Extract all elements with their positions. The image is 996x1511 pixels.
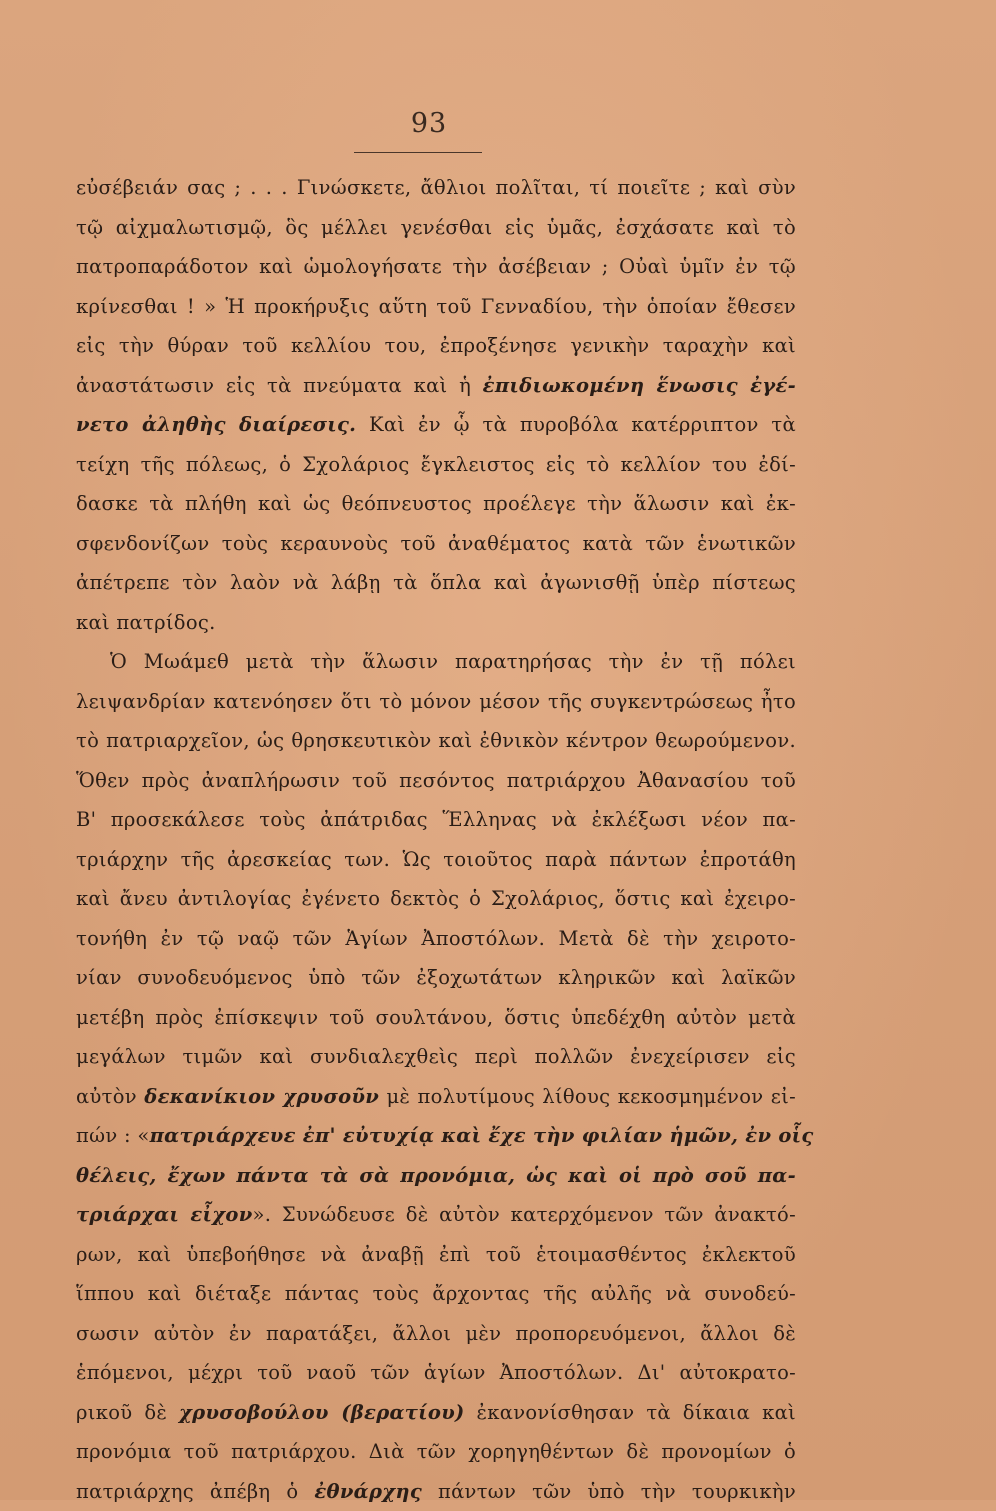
text-segment: ρικοῦ δὲ	[76, 1401, 179, 1424]
text-line	[76, 208, 796, 248]
emphasized-text: νετο ἀληθὴς διαίρεσις.	[76, 413, 356, 436]
text-line	[76, 761, 796, 801]
text-line	[76, 1353, 796, 1393]
text-segment: λειψανδρίαν κατενόησεν ὅτι τὸ μόνον μέσον τῆς συγκεντρώσεως ἦτο	[76, 690, 796, 713]
text-line	[76, 326, 796, 366]
text-segment: πάντων τῶν ὑπὸ τὴν τουρκικὴν	[422, 1480, 796, 1503]
text-segment: προνόμια τοῦ πατριάρχου. Διὰ τῶν χορηγηθέντων δὲ προνομίων ὁ	[76, 1440, 796, 1463]
text-segment: Καὶ ἐν ᾧ τὰ πυροβόλα κατέρριπτον τὰ	[356, 413, 796, 436]
text-segment: σωσιν αὐτὸν ἐν παρατάξει, ἄλλοι μὲν προπορευόμενοι, ἄλλοι δὲ	[76, 1322, 796, 1345]
emphasized-text: δεκανίκιον χρυσοῦν	[144, 1085, 379, 1108]
text-segment: μεγάλων τιμῶν καὶ συνδιαλεχθεὶς περὶ πολλῶν ἐνεχείρισεν εἰς	[76, 1045, 796, 1068]
text-segment: Ὁ Μωάμεθ μετὰ τὴν ἅλωσιν παρατηρήσας τὴν ἐν τῇ πόλει	[110, 650, 796, 673]
text-line	[76, 287, 796, 327]
text-line	[76, 168, 796, 208]
text-segment: κρίνεσθαι ! » Ἡ προκήρυξις αὕτη τοῦ Γενναδίου, τὴν ὁποίαν ἔθεσεν	[76, 295, 796, 318]
text-segment: ἀναστάτωσιν εἰς τὰ πνεύματα καὶ ἡ	[76, 374, 483, 397]
text-segment: ἵππου καὶ διέταξε πάντας τοὺς ἄρχοντας τῆς αὐλῆς νὰ συνοδεύ-	[76, 1282, 796, 1305]
text-line	[76, 919, 796, 959]
text-line	[76, 405, 796, 445]
text-segment: μὲ πολυτίμους λίθους κεκοσμημένον εἰ-	[379, 1085, 796, 1108]
text-line	[76, 1195, 796, 1235]
text-segment: τείχη τῆς πόλεως, ὁ Σχολάριος ἔγκλειστος εἰς τὸ κελλίον του ἐδί-	[76, 453, 796, 476]
text-line	[76, 879, 796, 919]
text-line	[76, 445, 796, 485]
text-line	[76, 1116, 796, 1156]
text-line	[76, 524, 796, 564]
text-line	[76, 958, 796, 998]
emphasized-text: ἐπιδιωκομένη ἕνωσις ἐγέ-	[483, 374, 796, 397]
text-segment: μετέβη πρὸς ἐπίσκεψιν τοῦ σουλτάνου, ὅστις ὑπεδέχθη αὐτὸν μετὰ	[76, 1006, 796, 1029]
text-line	[76, 563, 796, 603]
text-segment: ἑπόμενοι, μέχρι τοῦ ναοῦ τῶν ἁγίων Ἀποστόλων. Δι' αὐτοκρατο-	[76, 1361, 796, 1384]
text-segment: ἐκανονίσθησαν τὰ δίκαια καὶ	[465, 1401, 796, 1424]
text-segment: Ὅθεν πρὸς ἀναπλήρωσιν τοῦ πεσόντος πατριάρχου Ἀθανασίου τοῦ	[76, 769, 796, 792]
emphasized-text: τριάρχαι εἶχον	[76, 1203, 253, 1226]
text-line	[76, 366, 796, 406]
text-segment: καὶ ἄνευ ἀντιλογίας ἐγένετο δεκτὸς ὁ Σχολάριος, ὅστις καὶ ἐχειρο-	[76, 887, 796, 910]
text-segment: Β' προσεκάλεσε τοὺς ἀπάτριδας Ἕλληνας νὰ ἐκλέξωσι νέον πα-	[76, 808, 796, 831]
text-segment: εἰς τὴν θύραν τοῦ κελλίου του, ἐπροξένησε γενικὴν ταραχὴν καὶ	[76, 334, 796, 357]
page-number: 93	[0, 108, 858, 139]
text-line	[76, 800, 796, 840]
text-segment: τριάρχην τῆς ἀρεσκείας των. Ὡς τοιοῦτος παρὰ πάντων ἐπροτάθη	[76, 848, 796, 871]
text-line	[76, 721, 796, 761]
text-line	[76, 682, 796, 722]
text-segment: τὸ πατριαρχεῖον, ὡς θρησκευτικὸν καὶ ἐθνικὸν κέντρον θεωρούμενον.	[76, 729, 796, 752]
text-line	[76, 1274, 796, 1314]
text-segment: τονήθη ἐν τῷ ναῷ τῶν Ἁγίων Ἀποστόλων. Μετὰ δὲ τὴν χειροτο-	[76, 927, 796, 950]
text-line	[76, 1156, 796, 1196]
text-segment: πών : «	[76, 1124, 150, 1147]
emphasized-text: χρυσοβούλου (βερατίου)	[179, 1401, 465, 1424]
emphasized-text: θέλεις, ἔχων πάντα τὰ σὰ προνόμια, ὡς καὶ οἱ πρὸ σοῦ πα-	[76, 1164, 796, 1187]
text-line	[76, 1037, 796, 1077]
emphasized-text: ἐθνάρχης	[314, 1480, 422, 1503]
text-line	[76, 1077, 796, 1117]
text-line	[76, 1472, 796, 1511]
text-segment: ἀπέτρεπε τὸν λαὸν νὰ λάβῃ τὰ ὅπλα καὶ ἀγωνισθῇ ὑπὲρ πίστεως	[76, 571, 796, 594]
text-segment: νίαν συνοδευόμενος ὑπὸ τῶν ἐξοχωτάτων κληρικῶν καὶ λαϊκῶν	[76, 966, 796, 989]
text-line	[76, 1393, 796, 1433]
text-segment: καὶ πατρίδος.	[76, 611, 216, 634]
emphasized-text: πατριάρχευε ἐπ' εὐτυχίᾳ καὶ ἔχε τὴν φιλίαν ἡμῶν, ἐν οἷς	[150, 1124, 814, 1147]
text-line	[76, 1314, 796, 1354]
text-line	[76, 642, 796, 682]
text-line	[76, 1432, 796, 1472]
text-segment: ρων, καὶ ὑπεβοήθησε νὰ ἀναβῇ ἐπὶ τοῦ ἑτοιμασθέντος ἐκλεκτοῦ	[76, 1243, 796, 1266]
header-rule	[354, 152, 482, 153]
text-segment: δασκε τὰ πλήθη καὶ ὡς θεόπνευστος προέλεγε τὴν ἅλωσιν καὶ ἐκ-	[76, 492, 796, 515]
text-line	[76, 1235, 796, 1275]
text-segment: αὐτὸν	[76, 1085, 144, 1108]
text-line	[76, 484, 796, 524]
text-line	[76, 247, 796, 287]
text-line	[76, 603, 796, 643]
text-segment: σφενδονίζων τοὺς κεραυνοὺς τοῦ ἀναθέματος κατὰ τῶν ἑνωτικῶν	[76, 532, 796, 555]
text-line	[76, 840, 796, 880]
text-segment: πατροπαράδοτον καὶ ὡμολογήσατε τὴν ἀσέβειαν ; Οὐαὶ ὑμῖν ἐν τῷ	[76, 255, 796, 278]
body-text	[76, 168, 796, 1511]
text-segment: εὐσέβειάν σας ; . . . Γινώσκετε, ἄθλιοι πολῖται, τί ποιεῖτε ; καὶ σὺν	[76, 176, 796, 199]
text-segment: ». Συνώδευσε δὲ αὐτὸν κατερχόμενον τῶν ἀνακτό-	[253, 1203, 796, 1226]
text-line	[76, 998, 796, 1038]
text-segment: τῷ αἰχμαλωτισμῷ, ὃς μέλλει γενέσθαι εἰς ὑμᾶς, ἐσχάσατε καὶ τὸ	[76, 216, 796, 239]
text-segment: πατριάρχης ἀπέβη ὁ	[76, 1480, 314, 1503]
